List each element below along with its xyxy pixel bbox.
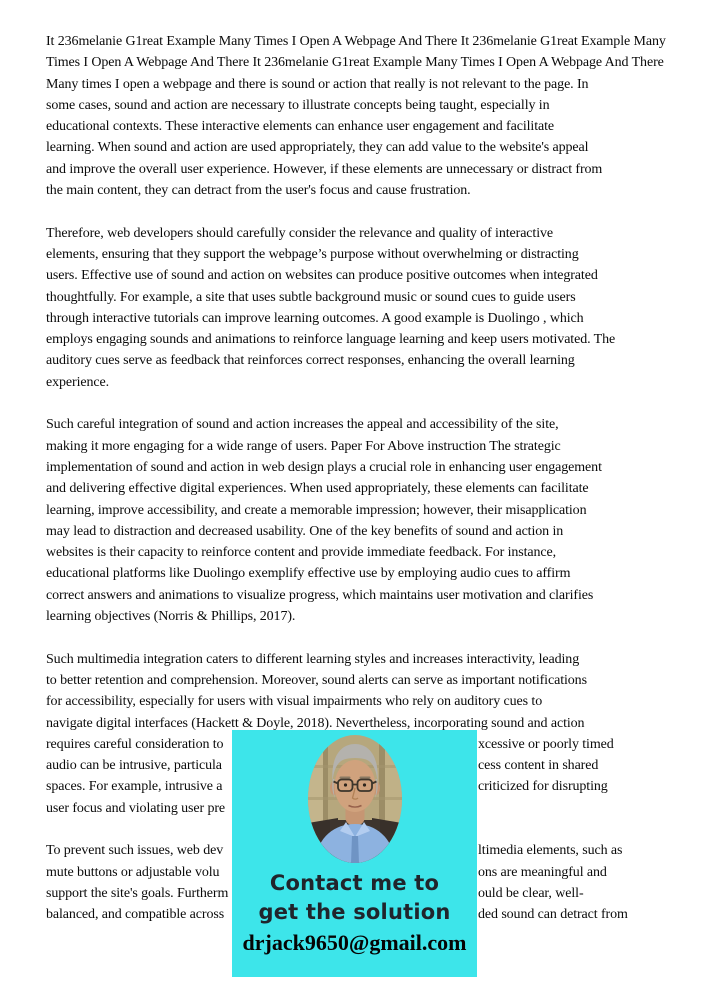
text-line: users. Effective use of sound and action on websites can produce positive outcomes when integrated xyxy=(46,268,598,284)
paragraph xyxy=(46,414,700,627)
text-line: employs engaging sounds and animations to reinforce language learning and keep users motivated. The xyxy=(46,332,616,348)
paragraph xyxy=(46,31,700,201)
text-line: may lead to distraction and decreased usability. One of the key benefits of sound and action in xyxy=(46,523,564,539)
ad-email[interactable]: drjack9650@gmail.com xyxy=(242,930,467,955)
text-line: Such careful integration of sound and action increases the appeal and accessibility of the site, xyxy=(46,417,559,433)
text-line: and delivering effective digital experiences. When used appropriately, these elements can facilitate xyxy=(46,481,589,497)
contact-ad-overlay[interactable] xyxy=(232,730,477,977)
contact-photo xyxy=(308,735,402,863)
text-line-left-fragment: balanced, and compatible across xyxy=(46,907,225,923)
text-line: implementation of sound and action in web design plays a crucial role in enhancing user engagement xyxy=(46,459,602,475)
text-line-right-fragment: ould be clear, well- xyxy=(478,885,584,901)
ad-heading-line1: Contact me to xyxy=(269,871,440,895)
text-line: navigate digital interfaces (Hackett & Doyle, 2018). Nevertheless, incorporating sound and action xyxy=(46,715,585,731)
text-line: elements, ensuring that they support the webpage’s purpose without overwhelming or distracting xyxy=(46,246,579,262)
text-line: Such multimedia integration caters to different learning styles and increases interactivity, leading xyxy=(46,651,580,667)
text-line: educational platforms like Duolingo exemplify effective use by employing audio cues to affirm xyxy=(46,566,571,582)
text-line: It 236melanie G1reat Example Many Times I Open A Webpage And There It 236melanie G1reat Example Many xyxy=(46,34,666,49)
text-line-right-fragment: criticized for disrupting xyxy=(478,779,608,795)
text-line-right-fragment: ded sound can detract from xyxy=(478,907,628,923)
text-line: making it more engaging for a wide range of users. Paper For Above instruction The strategic xyxy=(46,438,561,454)
text-line-left-fragment: requires careful consideration to xyxy=(46,736,224,752)
text-line: correct answers and animations to visualize progress, which maintains user motivation and clarifies xyxy=(46,587,594,603)
man-portrait-icon xyxy=(308,735,402,863)
text-line: for accessibility, especially for users with visual impairments who rely on auditory cues to xyxy=(46,694,543,710)
text-line: the main content, they can detract from the user's focus and cause frustration. xyxy=(46,183,471,199)
text-line-right-fragment: ltimedia elements, such as xyxy=(478,843,623,859)
text-line: websites is their capacity to reinforce content and provide immediate feedback. For instance, xyxy=(46,545,557,561)
text-line-left-fragment: user focus and violating user pre xyxy=(46,800,226,816)
text-line-right-fragment: cess content in shared xyxy=(478,758,599,774)
text-line: learning objectives (Norris & Phillips, 2017). xyxy=(46,609,296,625)
text-line: Times I Open A Webpage And There It 236melanie G1reat Example Many Times I Open A Webpage And There xyxy=(46,55,664,71)
ad-heading xyxy=(258,869,450,927)
text-line-left-fragment: spaces. For example, intrusive a xyxy=(46,779,223,795)
ad-heading-line2: get the solution xyxy=(258,900,451,924)
paragraph xyxy=(46,223,700,393)
text-line: to better retention and comprehension. Moreover, sound alerts can serve as important notifications xyxy=(46,672,587,688)
text-line: and improve the overall user experience. However, if these elements are unnecessary or distract from xyxy=(46,161,603,177)
text-line: educational contexts. These interactive elements can enhance user engagement and facilitate xyxy=(46,119,555,135)
text-line: thoughtfully. For example, a site that uses subtle background music or sound cues to guide users xyxy=(46,289,576,305)
text-line-left-fragment: audio can be intrusive, particula xyxy=(46,758,222,774)
text-line: some cases, sound and action are necessary to illustrate concepts being taught, especially in xyxy=(46,97,550,113)
text-line-left-fragment: mute buttons or adjustable volu xyxy=(46,864,220,880)
text-line-left-fragment: To prevent such issues, web dev xyxy=(46,843,224,859)
text-line-right-fragment: ons are meaningful and xyxy=(478,864,607,880)
text-line: experience. xyxy=(46,374,110,390)
text-line-left-fragment: support the site's goals. Furtherm xyxy=(46,885,229,901)
text-line: Therefore, web developers should carefully consider the relevance and quality of interactive xyxy=(46,225,554,241)
text-line: learning. When sound and action are used appropriately, they can add value to the website's appeal xyxy=(46,140,589,156)
text-line: through interactive tutorials can improve learning outcomes. A good example is Duolingo , which xyxy=(46,310,584,326)
text-line: Many times I open a webpage and there is sound or action that really is not relevant to the page. In xyxy=(46,76,589,92)
text-line-right-fragment: xcessive or poorly timed xyxy=(478,736,614,752)
text-line: learning, improve accessibility, and create a memorable impression; however, their misapplication xyxy=(46,502,587,518)
text-line: auditory cues serve as feedback that reinforces correct responses, enhancing the overall learning xyxy=(46,353,575,369)
